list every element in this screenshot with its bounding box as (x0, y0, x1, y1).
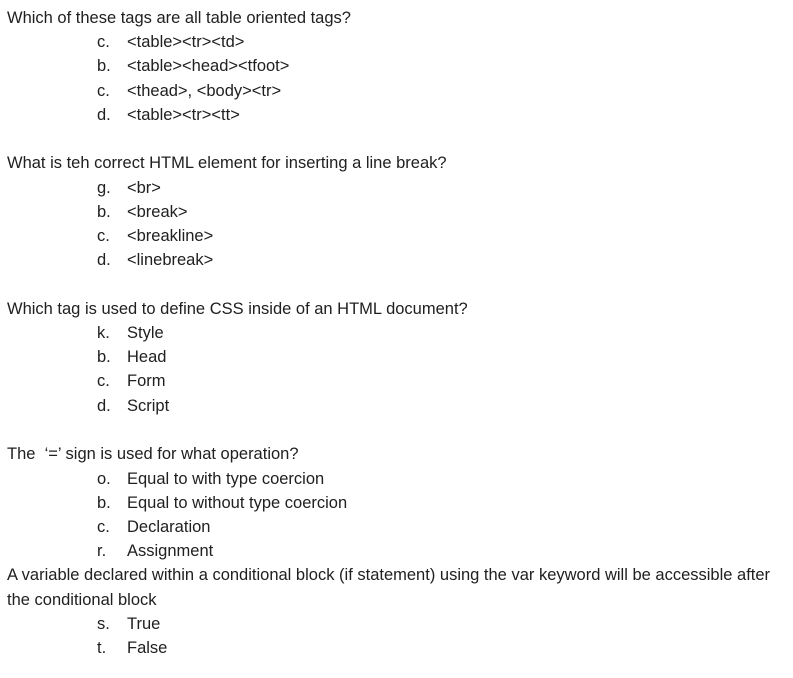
question-1 (7, 6, 787, 127)
option-letter: b. (97, 348, 111, 367)
option (7, 30, 787, 54)
blank-line (7, 272, 787, 297)
option-letter: s. (97, 614, 110, 633)
document-body (7, 0, 787, 660)
option-text: Equal to with type coercion (127, 469, 325, 488)
option (7, 539, 787, 563)
option (7, 54, 787, 78)
question-text: Which tag is used to define CSS inside of an HTML document? (7, 299, 468, 318)
option-letter: c. (97, 517, 110, 536)
option (7, 321, 787, 345)
option-list (7, 321, 787, 418)
question-4 (7, 442, 787, 563)
option-text: Head (127, 348, 167, 367)
option (7, 394, 787, 418)
option-text: Assignment (127, 542, 214, 561)
option-letter: d. (97, 251, 111, 270)
option-text: Declaration (127, 517, 211, 536)
option (7, 467, 787, 491)
option-letter: r. (97, 542, 107, 561)
option-letter: c. (97, 33, 110, 52)
option-text: False (127, 638, 168, 657)
question-2 (7, 151, 787, 272)
question-5 (7, 563, 787, 660)
option (7, 515, 787, 539)
option-text: <thead>, <body><tr> (127, 81, 282, 100)
option-text: <table><tr><td> (127, 33, 245, 52)
option-text: Script (127, 396, 170, 415)
option-letter: c. (97, 227, 110, 246)
option (7, 369, 787, 393)
option (7, 248, 787, 272)
option-letter: g. (97, 178, 111, 197)
question-3 (7, 297, 787, 418)
option-text: Equal to without type coercion (127, 493, 348, 512)
option (7, 103, 787, 127)
option-letter: b. (97, 493, 111, 512)
option-list (7, 176, 787, 273)
question-text: A variable declared within a conditional block (if statement) using the var keyword will be accessible after the conditional block (7, 566, 775, 609)
option-list (7, 467, 787, 564)
option-letter: c. (97, 81, 110, 100)
option-text: <br> (127, 178, 161, 197)
blank-line (7, 127, 787, 152)
question-text: The ‘=’ sign is used for what operation? (7, 445, 299, 464)
option (7, 491, 787, 515)
option (7, 79, 787, 103)
option-text: <table><head><tfoot> (127, 57, 290, 76)
option (7, 636, 787, 660)
option-letter: o. (97, 469, 111, 488)
option-text: Form (127, 372, 166, 391)
option-letter: t. (97, 638, 107, 657)
option (7, 224, 787, 248)
option-text: <table><tr><tt> (127, 105, 240, 124)
option-list (7, 612, 787, 660)
option-letter: c. (97, 372, 110, 391)
option (7, 200, 787, 224)
option-text: <linebreak> (127, 251, 214, 270)
option-letter: b. (97, 202, 111, 221)
option-text: True (127, 614, 161, 633)
option (7, 612, 787, 636)
option (7, 176, 787, 200)
option-letter: k. (97, 324, 110, 343)
option-text: <break> (127, 202, 188, 221)
option (7, 345, 787, 369)
option-letter: b. (97, 57, 111, 76)
question-text: What is teh correct HTML element for inserting a line break? (7, 154, 447, 173)
blank-line (7, 418, 787, 443)
option-letter: d. (97, 396, 111, 415)
option-list (7, 30, 787, 127)
option-text: Style (127, 324, 164, 343)
option-letter: d. (97, 105, 111, 124)
option-text: <breakline> (127, 227, 214, 246)
question-text: Which of these tags are all table oriented tags? (7, 9, 351, 27)
